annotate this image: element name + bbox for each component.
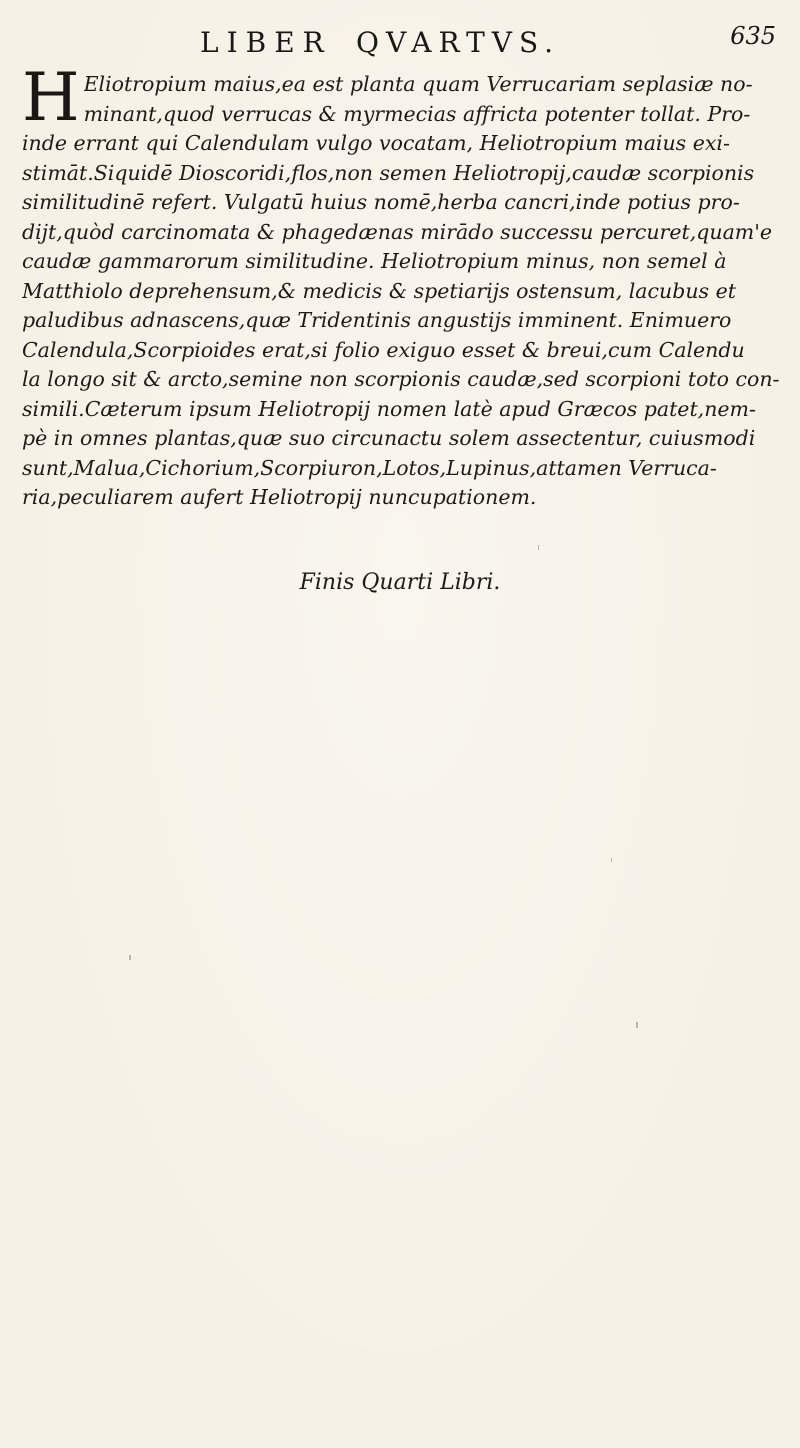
text-line-6: dijt,quòd carcinomata & phagedænas mirādo successu percuret,quam'e [22, 219, 772, 244]
text-line-9: paludibus adnascens,quæ Tridentinis angustijs imminent. Enimuero [22, 308, 732, 332]
text-line-3: inde errant qui Calendulam vulgo vocatam, Heliotropium maius exi- [22, 131, 730, 155]
running-head [0, 22, 800, 62]
text-line-10: Calendula,Scorpioides erat,si folio exiguo esset & breui,cum Calendu [22, 337, 745, 362]
text-line-2: minant,quod verrucas & myrmecias affricta potenter tollat. Pro- [83, 101, 751, 126]
paper-speck [129, 955, 131, 960]
text-line-13: pè in omnes plantas,quæ suo circunactu solem assectentur, cuiusmodi [22, 426, 756, 450]
text-line-15: ria,peculiarem aufert Heliotropij nuncupationem. [22, 485, 537, 509]
paper-speck [538, 545, 539, 550]
text-line-4: stimāt.Siquidē Dioscoridi,flos,non semen Heliotropij,caudæ scorpionis [22, 160, 755, 185]
book-number: QVARTVS. [356, 26, 561, 59]
text-line-1: Eliotropium maius,ea est planta quam Verrucariam seplasiæ no- [83, 72, 753, 96]
text-line-11: la longo sit & arcto,semine non scorpionis caudæ,sed scorpioni toto con- [22, 367, 780, 391]
closing-line: Finis Quarti Libri. [299, 570, 501, 595]
book-title: LIBER [200, 26, 332, 59]
text-line-12: simili.Cæterum ipsum Heliotropij nomen latè apud Græcos patet,nem- [22, 396, 756, 421]
text-line-5: similitudinē refert. Vulgatū huius nomē,herba cancri,inde potius pro- [22, 190, 740, 214]
paper-speck [611, 858, 612, 862]
drop-cap: H [22, 59, 80, 136]
text-line-7: caudæ gammarorum similitudine. Heliotropium minus, non semel à [22, 249, 727, 273]
page-number: 635 [730, 22, 776, 50]
text-line-14: sunt,Malua,Cichorium,Scorpiuron,Lotos,Lupinus,attamen Verruca- [22, 455, 717, 480]
text-line-8: Matthiolo deprehensum,& medicis & spetiarijs ostensum, lacubus et [22, 278, 736, 303]
main-text [22, 59, 782, 513]
paper-speck [636, 1022, 638, 1028]
